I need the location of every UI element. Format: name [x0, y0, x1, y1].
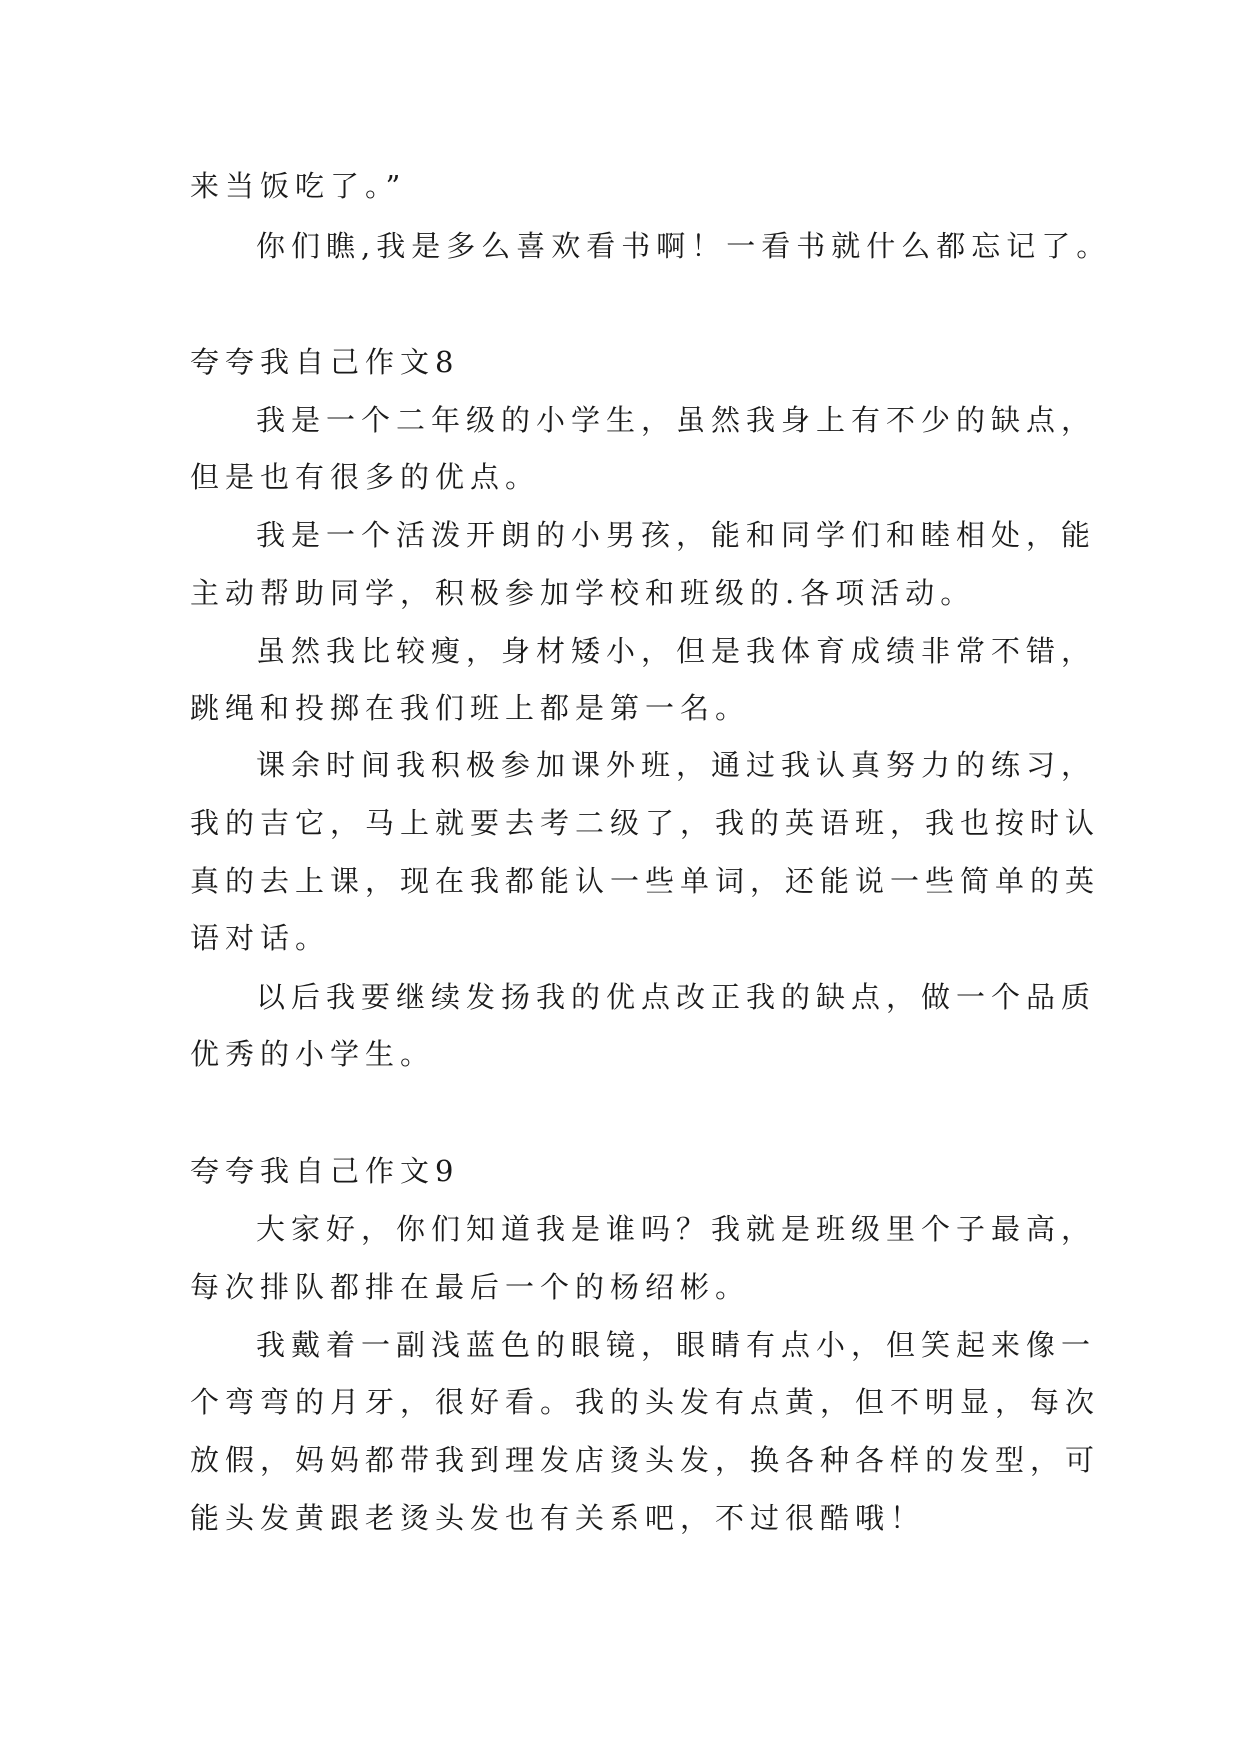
text-line: 语对话。 [190, 921, 331, 955]
text-line: 主动帮助同学，积极参加学校和班级的.各项活动。 [190, 576, 976, 610]
text-line: 虽然我比较瘦，身材矮小，但是我体育成绩非常不错， [256, 634, 1097, 668]
text-line: 个弯弯的月牙，很好看。我的头发有点黄，但不明显，每次 [190, 1385, 1101, 1419]
text-line: 真的去上课，现在我都能认一些单词，还能说一些简单的英 [190, 864, 1101, 898]
text-line: 课余时间我积极参加课外班，通过我认真努力的练习， [256, 748, 1097, 782]
text-line: 优秀的小学生。 [190, 1037, 436, 1071]
text-line: 能头发黄跟老烫头发也有关系吧，不过很酷哦！ [190, 1501, 926, 1535]
text-line: 以后我要继续发扬我的优点改正我的缺点，做一个品质 [256, 980, 1097, 1014]
section-title: 夸夸我自己作文9 [190, 1154, 460, 1188]
text-line: 大家好，你们知道我是谁吗？我就是班级里个子最高， [256, 1212, 1097, 1246]
text-line: 我是一个活泼开朗的小男孩，能和同学们和睦相处，能 [256, 518, 1097, 552]
text-line: 但是也有很多的优点。 [190, 460, 541, 494]
text-line: 我戴着一副浅蓝色的眼镜，眼睛有点小，但笑起来像一 [256, 1328, 1097, 1362]
text-line: 你们瞧,我是多么喜欢看书啊！一看书就什么都忘记了。 [256, 229, 1112, 263]
text-line: 来当饭吃了。” [190, 169, 407, 203]
text-line: 放假，妈妈都带我到理发店烫头发，换各种各样的发型，可 [190, 1443, 1101, 1477]
text-line: 跳绳和投掷在我们班上都是第一名。 [190, 691, 751, 725]
section-title: 夸夸我自己作文8 [190, 345, 460, 379]
text-line: 我的吉它，马上就要去考二级了，我的英语班，我也按时认 [190, 806, 1101, 840]
text-line: 每次排队都排在最后一个的杨绍彬。 [190, 1270, 751, 1304]
text-line: 我是一个二年级的小学生，虽然我身上有不少的缺点， [256, 403, 1097, 437]
